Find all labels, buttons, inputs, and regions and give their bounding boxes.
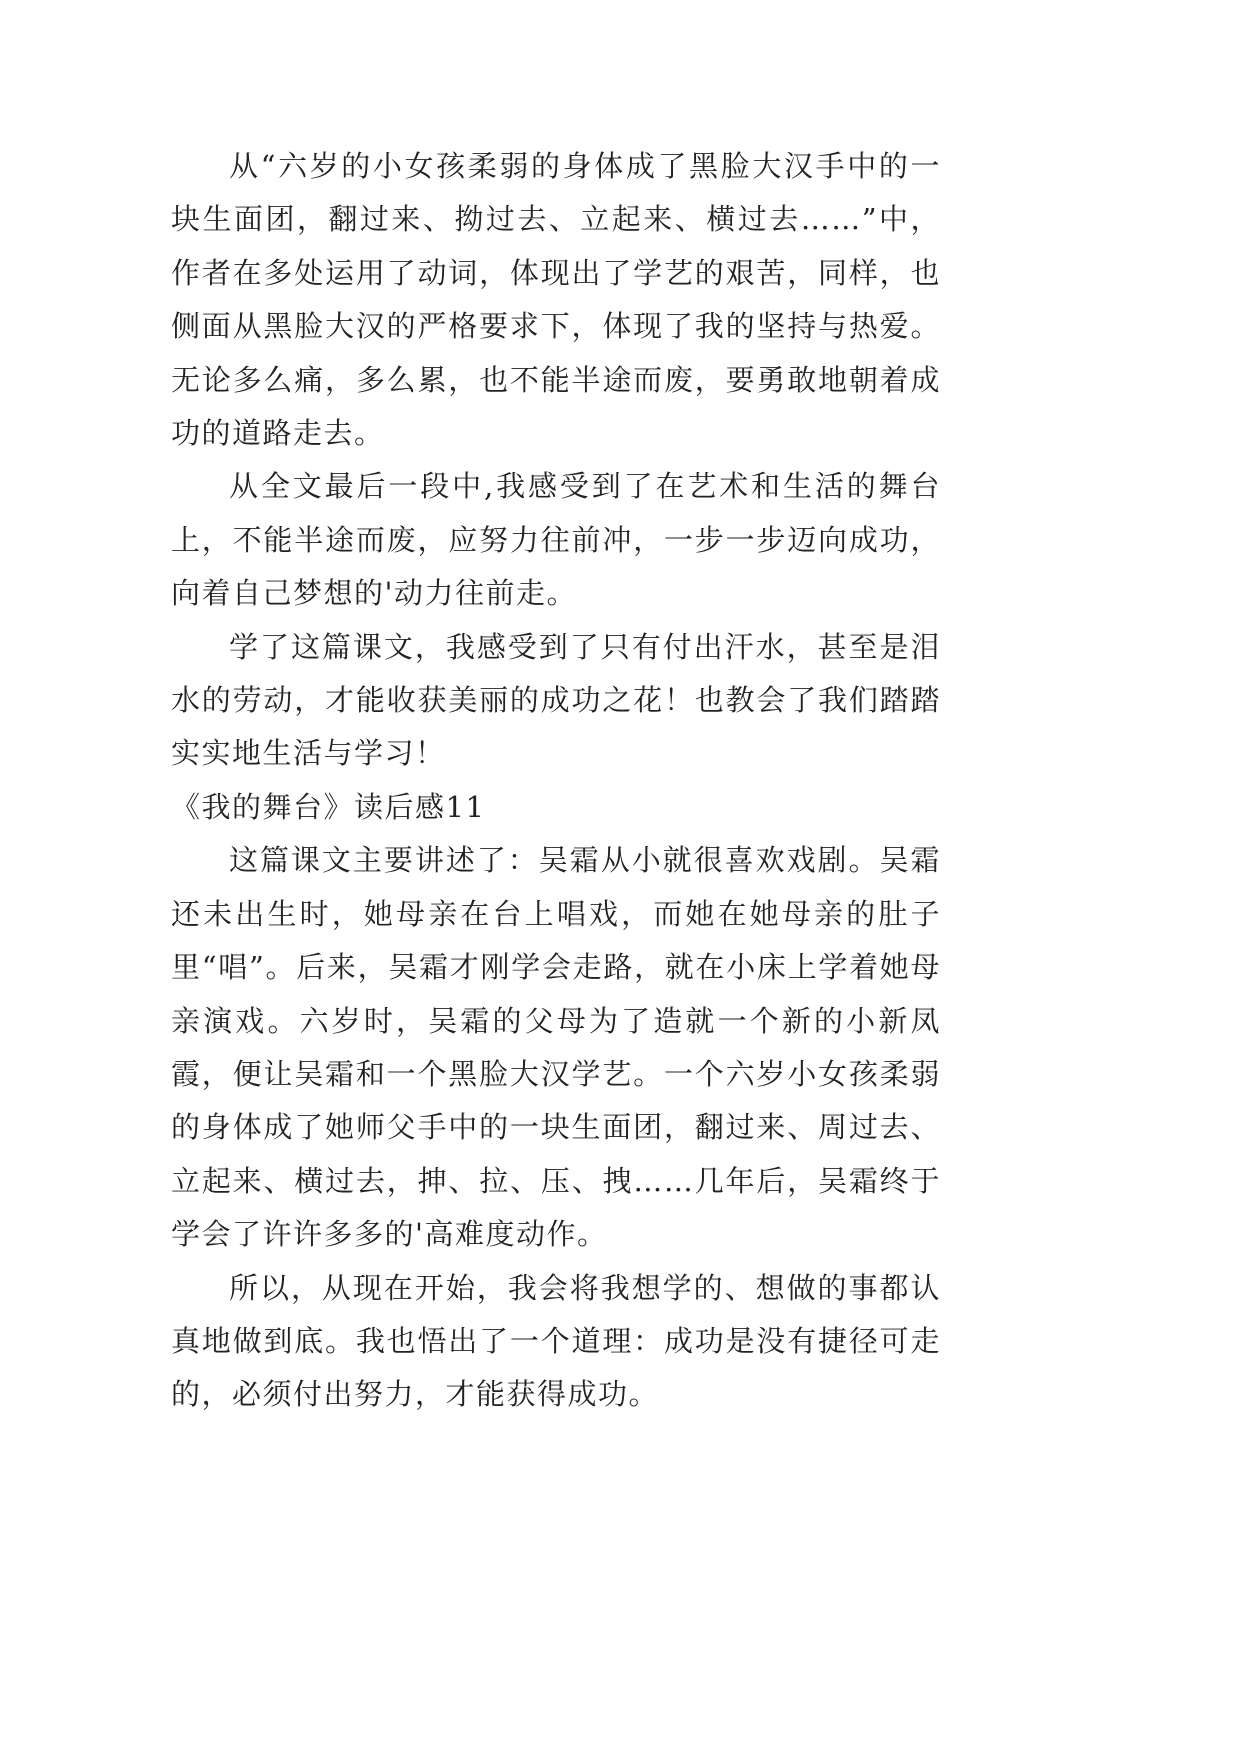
paragraph-conclusion: 所以，从现在开始，我会将我想学的、想做的事都认真地做到底。我也悟出了一个道理：成功是没有捷径可走的，必须付出努力，才能获得成功。 [171,1270,941,1412]
paragraph-verb-analysis: 从“六岁的小女孩柔弱的身体成了黑脸大汉手中的一块生面团，翻过来、拗过去、立起来、横过去……”中，作者在多处运用了动词，体现出了学艺的艰苦，同样，也侧面从黑脸大汉的严格要求下，体现了我的坚持与热爱。无论多么痛，多么累，也不能半途而废，要勇敢地朝着成功的道路走去。 [171,149,941,451]
paragraph-lesson-learned: 学了这篇课文，我感受到了只有付出汗水，甚至是泪水的劳动，才能收获美丽的成功之花！也教会了我们踏踏实实地生活与学习！ [171,629,941,771]
paragraph-story-summary: 这篇课文主要讲述了：吴霜从小就很喜欢戏剧。吴霜还未出生时，她母亲在台上唱戏，而她在她母亲的肚子里“唱”。后来，吴霜才刚学会走路，就在小床上学着她母亲演戏。六岁时，吴霜的父母为了造就一个新的小新凤霞，便让吴霜和一个黑脸大汉学艺。一个六岁小女孩柔弱的身体成了她师父手中的一块生面团，翻过来、周过去、立起来、横过去，抻、拉、压、拽……几年后，吴霜终于学会了许许多多的'高难度动作。 [171,843,941,1252]
document-body [171,140,941,1422]
section-heading: 《我的舞台》读后感11 [171,789,486,824]
paragraph-last-section-feeling: 从全文最后一段中,我感受到了在艺术和生活的舞台上，不能半途而废，应努力往前冲，一步一步迈向成功，向着自己梦想的'动力往前走。 [171,469,941,611]
